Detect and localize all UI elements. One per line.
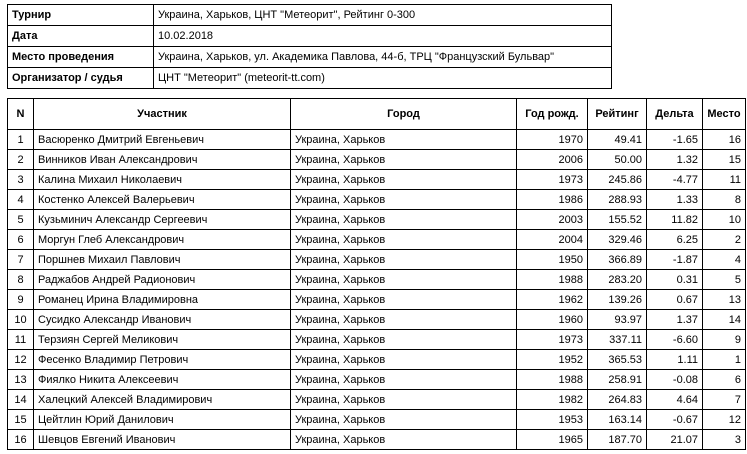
info-label: Организатор / судья xyxy=(8,68,154,89)
cell-participant: Васюренко Дмитрий Евгеньевич xyxy=(34,130,291,150)
cell-place: 13 xyxy=(703,290,746,310)
cell-birth-year: 1988 xyxy=(517,370,588,390)
cell-participant: Халецкий Алексей Владимирович xyxy=(34,390,291,410)
header-birth-year: Год рожд. xyxy=(517,99,588,130)
cell-delta: -6.60 xyxy=(647,330,703,350)
cell-rating: 139.26 xyxy=(588,290,647,310)
cell-number: 2 xyxy=(8,150,34,170)
cell-city: Украина, Харьков xyxy=(291,190,517,210)
cell-number: 16 xyxy=(8,430,34,450)
cell-number: 9 xyxy=(8,290,34,310)
cell-delta: -4.77 xyxy=(647,170,703,190)
cell-number: 4 xyxy=(8,190,34,210)
cell-rating: 288.93 xyxy=(588,190,647,210)
cell-rating: 337.11 xyxy=(588,330,647,350)
table-row xyxy=(8,370,746,390)
cell-number: 11 xyxy=(8,330,34,350)
cell-birth-year: 2006 xyxy=(517,150,588,170)
info-label: Место проведения xyxy=(8,47,154,68)
cell-city: Украина, Харьков xyxy=(291,290,517,310)
results-header-row xyxy=(8,99,746,130)
cell-number: 13 xyxy=(8,370,34,390)
cell-number: 8 xyxy=(8,270,34,290)
cell-city: Украина, Харьков xyxy=(291,250,517,270)
cell-participant: Моргун Глеб Александрович xyxy=(34,230,291,250)
cell-city: Украина, Харьков xyxy=(291,230,517,250)
cell-delta: -0.67 xyxy=(647,410,703,430)
cell-birth-year: 1973 xyxy=(517,170,588,190)
info-value: ЦНТ "Метеорит" (meteorit-tt.com) xyxy=(154,68,612,89)
cell-city: Украина, Харьков xyxy=(291,170,517,190)
table-row xyxy=(8,350,746,370)
cell-participant: Сусидко Александр Иванович xyxy=(34,310,291,330)
cell-rating: 365.53 xyxy=(588,350,647,370)
cell-place: 3 xyxy=(703,430,746,450)
cell-birth-year: 2004 xyxy=(517,230,588,250)
cell-place: 15 xyxy=(703,150,746,170)
cell-participant: Фесенко Владимир Петрович xyxy=(34,350,291,370)
table-row xyxy=(8,150,746,170)
cell-number: 15 xyxy=(8,410,34,430)
table-row xyxy=(8,270,746,290)
table-row xyxy=(8,430,746,450)
cell-participant: Раджабов Андрей Радионович xyxy=(34,270,291,290)
cell-delta: 4.64 xyxy=(647,390,703,410)
cell-city: Украина, Харьков xyxy=(291,270,517,290)
table-row xyxy=(8,330,746,350)
cell-rating: 366.89 xyxy=(588,250,647,270)
table-row xyxy=(8,210,746,230)
cell-delta: 1.37 xyxy=(647,310,703,330)
cell-participant: Поршнев Михаил Павлович xyxy=(34,250,291,270)
cell-birth-year: 1965 xyxy=(517,430,588,450)
cell-place: 1 xyxy=(703,350,746,370)
table-row xyxy=(8,170,746,190)
cell-number: 6 xyxy=(8,230,34,250)
cell-number: 14 xyxy=(8,390,34,410)
cell-birth-year: 1986 xyxy=(517,190,588,210)
cell-number: 3 xyxy=(8,170,34,190)
info-label: Дата xyxy=(8,26,154,47)
cell-rating: 50.00 xyxy=(588,150,647,170)
cell-place: 14 xyxy=(703,310,746,330)
cell-delta: 1.11 xyxy=(647,350,703,370)
cell-participant: Романец Ирина Владимировна xyxy=(34,290,291,310)
cell-place: 11 xyxy=(703,170,746,190)
info-value: 10.02.2018 xyxy=(154,26,612,47)
cell-city: Украина, Харьков xyxy=(291,350,517,370)
table-row xyxy=(8,310,746,330)
cell-rating: 93.97 xyxy=(588,310,647,330)
cell-delta: -0.08 xyxy=(647,370,703,390)
cell-place: 12 xyxy=(703,410,746,430)
table-row xyxy=(8,290,746,310)
cell-delta: 0.31 xyxy=(647,270,703,290)
table-row xyxy=(8,190,746,210)
cell-city: Украина, Харьков xyxy=(291,330,517,350)
cell-number: 10 xyxy=(8,310,34,330)
cell-place: 4 xyxy=(703,250,746,270)
cell-delta: 21.07 xyxy=(647,430,703,450)
cell-birth-year: 2003 xyxy=(517,210,588,230)
cell-city: Украина, Харьков xyxy=(291,210,517,230)
cell-delta: 6.25 xyxy=(647,230,703,250)
cell-birth-year: 1950 xyxy=(517,250,588,270)
cell-place: 16 xyxy=(703,130,746,150)
cell-city: Украина, Харьков xyxy=(291,370,517,390)
header-city: Город xyxy=(291,99,517,130)
cell-delta: -1.87 xyxy=(647,250,703,270)
cell-delta: 1.33 xyxy=(647,190,703,210)
header-place: Место xyxy=(703,99,746,130)
cell-participant: Шевцов Евгений Иванович xyxy=(34,430,291,450)
info-row-venue xyxy=(8,47,612,68)
cell-rating: 163.14 xyxy=(588,410,647,430)
cell-place: 8 xyxy=(703,190,746,210)
cell-participant: Фиялко Никита Алексеевич xyxy=(34,370,291,390)
cell-number: 5 xyxy=(8,210,34,230)
cell-birth-year: 1962 xyxy=(517,290,588,310)
cell-place: 10 xyxy=(703,210,746,230)
cell-city: Украина, Харьков xyxy=(291,310,517,330)
results-body xyxy=(8,130,746,450)
cell-rating: 264.83 xyxy=(588,390,647,410)
cell-city: Украина, Харьков xyxy=(291,130,517,150)
table-row xyxy=(8,130,746,150)
cell-birth-year: 1960 xyxy=(517,310,588,330)
info-value: Украина, Харьков, ул. Академика Павлова, 44-б, ТРЦ "Французский Бульвар" xyxy=(154,47,612,68)
header-number: N xyxy=(8,99,34,130)
cell-rating: 49.41 xyxy=(588,130,647,150)
cell-participant: Цейтлин Юрий Данилович xyxy=(34,410,291,430)
table-row xyxy=(8,410,746,430)
cell-participant: Кузьминич Александр Сергеевич xyxy=(34,210,291,230)
cell-birth-year: 1970 xyxy=(517,130,588,150)
info-value: Украина, Харьков, ЦНТ "Метеорит", Рейтинг 0-300 xyxy=(154,5,612,26)
info-row-date xyxy=(8,26,612,47)
table-row xyxy=(8,250,746,270)
cell-delta: 0.67 xyxy=(647,290,703,310)
cell-participant: Калина Михаил Николаевич xyxy=(34,170,291,190)
cell-rating: 187.70 xyxy=(588,430,647,450)
cell-birth-year: 1973 xyxy=(517,330,588,350)
cell-place: 5 xyxy=(703,270,746,290)
cell-birth-year: 1953 xyxy=(517,410,588,430)
cell-number: 7 xyxy=(8,250,34,270)
info-row-organizer xyxy=(8,68,612,89)
cell-birth-year: 1982 xyxy=(517,390,588,410)
cell-participant: Винников Иван Александрович xyxy=(34,150,291,170)
info-row-tournament xyxy=(8,5,612,26)
cell-participant: Терзиян Сергей Меликович xyxy=(34,330,291,350)
cell-place: 9 xyxy=(703,330,746,350)
cell-place: 2 xyxy=(703,230,746,250)
cell-rating: 329.46 xyxy=(588,230,647,250)
cell-city: Украина, Харьков xyxy=(291,410,517,430)
cell-city: Украина, Харьков xyxy=(291,150,517,170)
cell-city: Украина, Харьков xyxy=(291,430,517,450)
cell-number: 1 xyxy=(8,130,34,150)
table-row xyxy=(8,230,746,250)
cell-place: 7 xyxy=(703,390,746,410)
header-participant: Участник xyxy=(34,99,291,130)
results-table xyxy=(7,98,746,450)
cell-rating: 245.86 xyxy=(588,170,647,190)
cell-participant: Костенко Алексей Валерьевич xyxy=(34,190,291,210)
cell-city: Украина, Харьков xyxy=(291,390,517,410)
cell-delta: 1.32 xyxy=(647,150,703,170)
cell-delta: -1.65 xyxy=(647,130,703,150)
cell-number: 12 xyxy=(8,350,34,370)
cell-rating: 258.91 xyxy=(588,370,647,390)
info-label: Турнир xyxy=(8,5,154,26)
cell-rating: 155.52 xyxy=(588,210,647,230)
header-rating: Рейтинг xyxy=(588,99,647,130)
cell-delta: 11.82 xyxy=(647,210,703,230)
cell-rating: 283.20 xyxy=(588,270,647,290)
table-row xyxy=(8,390,746,410)
cell-birth-year: 1988 xyxy=(517,270,588,290)
cell-place: 6 xyxy=(703,370,746,390)
tournament-info-table xyxy=(7,4,612,89)
cell-birth-year: 1952 xyxy=(517,350,588,370)
header-delta: Дельта xyxy=(647,99,703,130)
